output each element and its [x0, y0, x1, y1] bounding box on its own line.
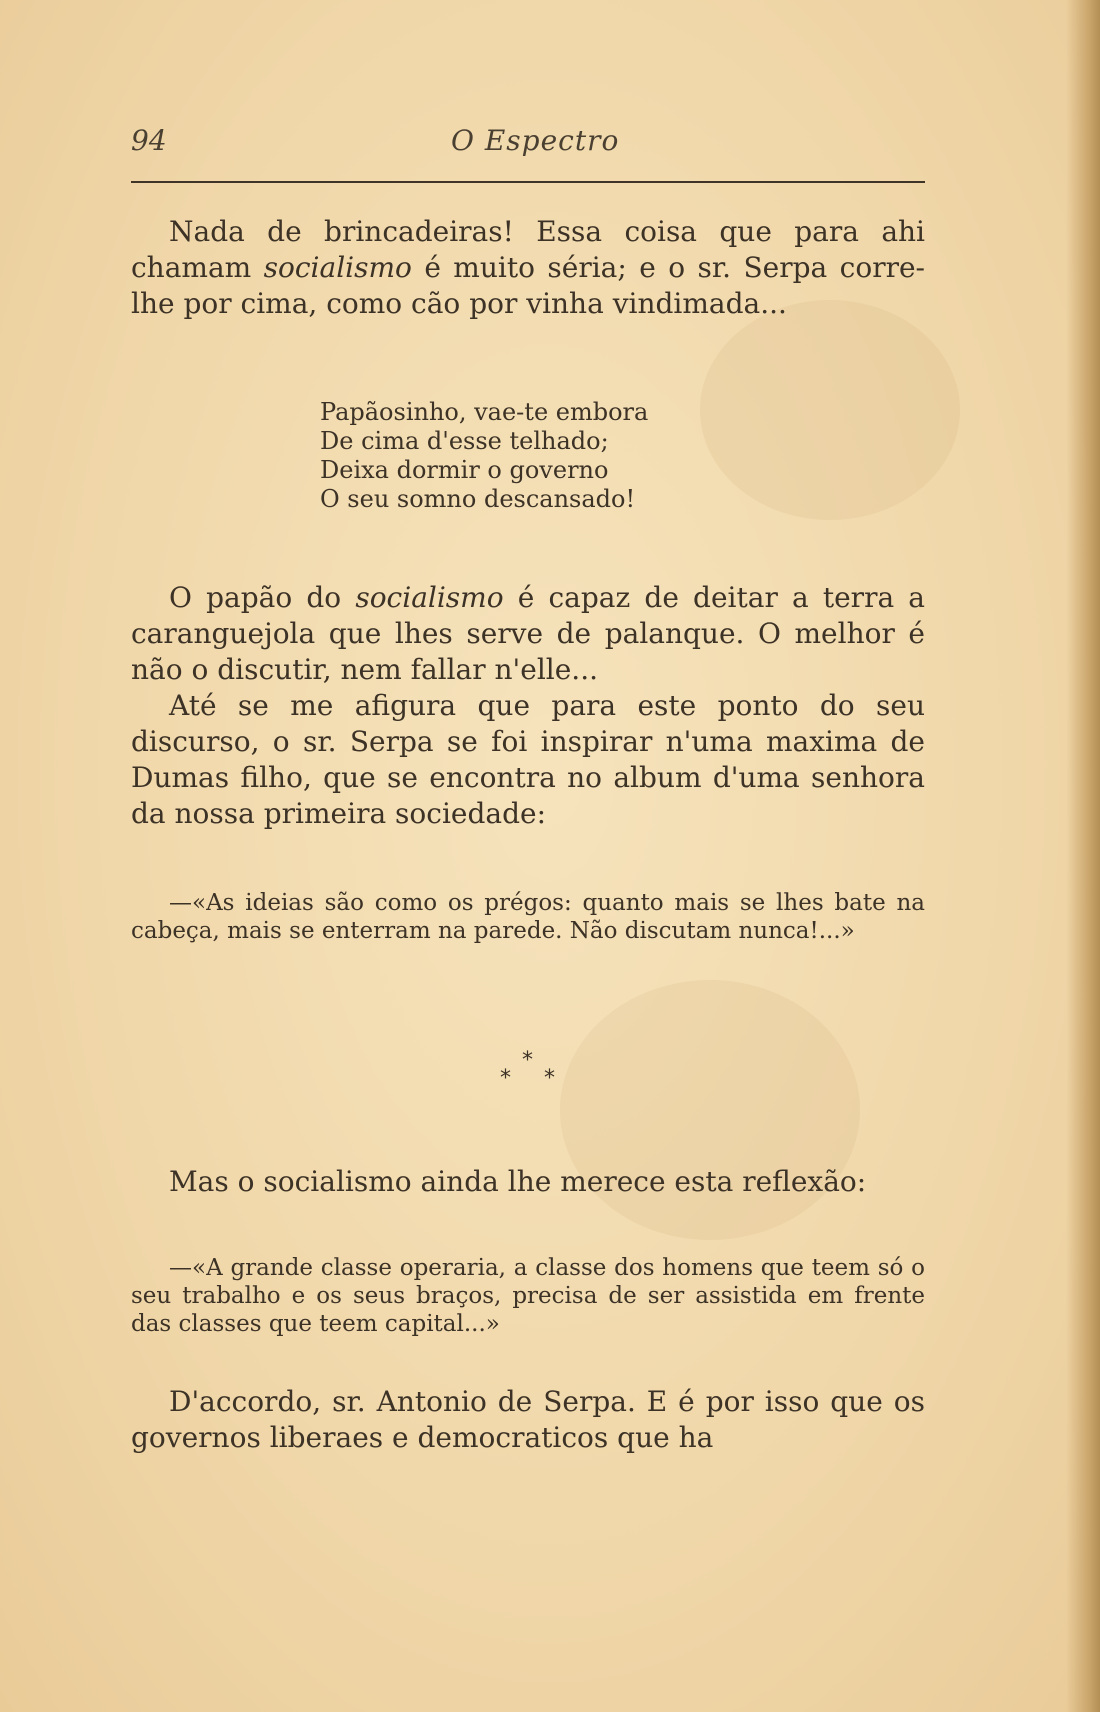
paragraph-2	[131, 580, 925, 688]
paragraph-text: D'accordo, sr. Antonio de Serpa. E é por isso que os governos liberaes e democraticos que ha	[131, 1385, 925, 1454]
verse-block	[320, 398, 700, 514]
running-title: O Espectro	[451, 124, 620, 157]
page-number: 94	[131, 124, 167, 157]
paragraph-text: O papão do	[169, 581, 356, 614]
emphasis-text: socialismo	[263, 251, 412, 284]
paragraph-4	[131, 1164, 925, 1200]
header-rule	[131, 181, 925, 183]
page-header	[131, 124, 925, 164]
paragraph-text: é muito séria; e o sr. Serpa corre-lhe por cima, como cão por vinha vindimada...	[131, 251, 925, 320]
quotation-text: —«A grande classe operaria, a classe dos homens que teem só o seu trabalho e os seus braços, precisa de ser assistida em frente das classes que teem capital...»	[131, 1255, 925, 1337]
paper-stain	[700, 300, 960, 520]
verse-line: Deixa dormir o governo	[320, 456, 609, 484]
verse-line: O seu somno descansado!	[320, 485, 636, 513]
page-edge	[1066, 0, 1100, 1712]
paragraph-3	[131, 688, 925, 832]
paragraph-text: Nada de brincadeiras! Essa coisa que para ahi chamam	[131, 215, 925, 284]
quotation-text: —«As ideias são como os prégos: quanto mais se lhes bate na cabeça, mais se enterram na parede. Não discutam nunca!...»	[131, 890, 925, 944]
section-break-asterism	[490, 1048, 570, 1092]
paragraph-text: é capaz de deitar a terra a caranguejola que lhes serve de palanque. O melhor é não o discutir, nem fallar n'elle...	[131, 581, 925, 686]
verse-line: Papãosinho, vae-te embora	[320, 398, 649, 426]
paragraph-1	[131, 214, 925, 322]
asterisk: *	[544, 1066, 555, 1091]
verse-line: De cima d'esse telhado;	[320, 427, 609, 455]
paragraph-5	[131, 1384, 925, 1456]
paper-stain	[560, 980, 860, 1240]
asterisk: *	[522, 1048, 533, 1073]
quotation-1	[131, 889, 925, 945]
paragraph-text: Mas o socialismo ainda lhe merece esta reflexão:	[169, 1165, 867, 1198]
paragraph-text: Até se me afigura que para este ponto do seu discurso, o sr. Serpa se foi inspirar n'uma maxima de Dumas filho, que se encontra no album d'uma senhora da nossa primeira sociedade:	[131, 689, 925, 830]
quotation-2	[131, 1254, 925, 1338]
asterisk: *	[500, 1066, 511, 1091]
emphasis-text: socialismo	[355, 581, 504, 614]
